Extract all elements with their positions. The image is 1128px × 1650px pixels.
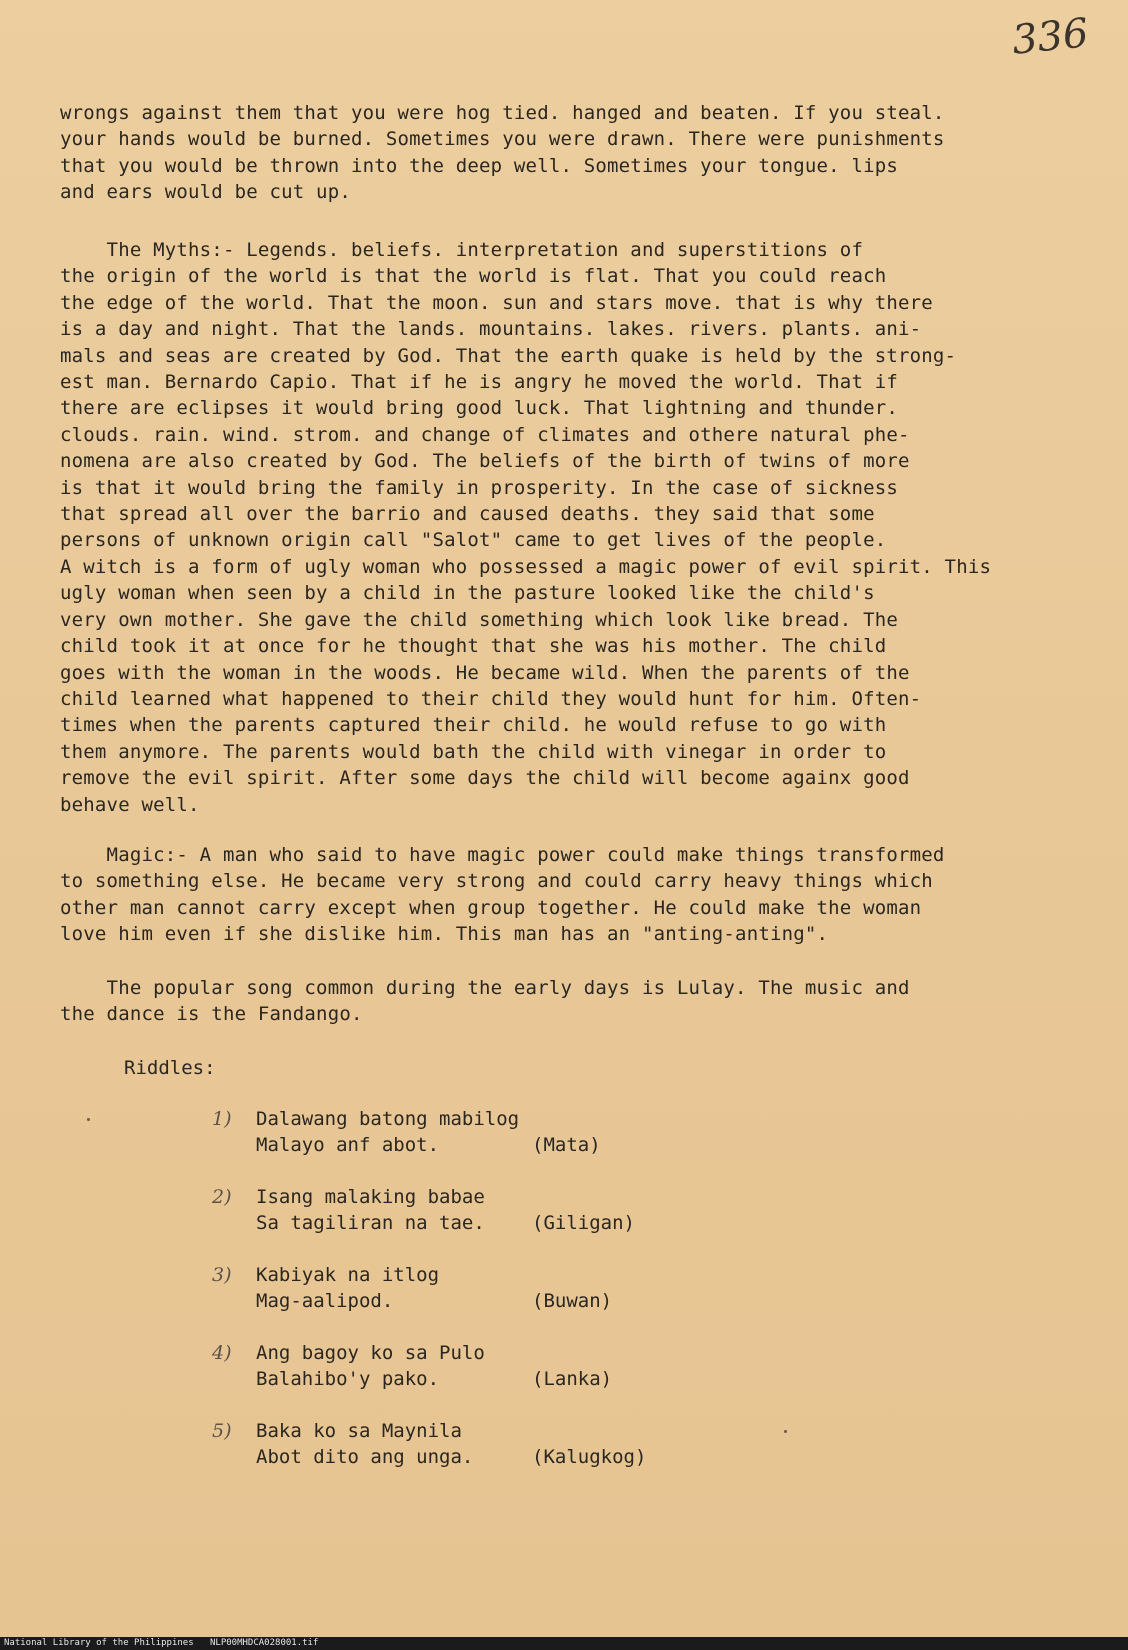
riddle-answer: (Mata): [532, 1134, 601, 1156]
riddle-answer: (Lanka): [532, 1368, 613, 1390]
riddle-line-1: Dalawang batong mabilog: [256, 1108, 520, 1130]
riddle-line-1: Kabiyak na itlog: [256, 1264, 440, 1286]
ink-speck: [784, 1430, 787, 1433]
footer-filename: NLP00MHDCA028001.tif: [210, 1638, 319, 1648]
riddle-line-1: Baka ko sa Maynila: [256, 1420, 462, 1442]
riddle-number: 1): [212, 1108, 232, 1130]
riddles-heading: Riddles:: [124, 1057, 216, 1079]
ink-speck: [87, 1118, 90, 1121]
paragraph-magic: Magic:- A man who said to have magic power could make things transformed to something else. He became very strong and could carry heavy things which other man cannot carry except when group together. He could make the woman love him even if she dislike him. This man has an "anting-anting".: [60, 844, 945, 946]
riddle-answer: (Kalugkog): [532, 1446, 647, 1468]
scan-footer-bar: [0, 1637, 1128, 1650]
riddle-answer: (Buwan): [532, 1290, 613, 1312]
riddle-line-2: Balahibo'y pako.: [256, 1368, 440, 1390]
riddle-number: 4): [212, 1342, 232, 1364]
riddle-line-2: Malayo anf abot.: [256, 1134, 440, 1156]
riddle-line-2: Mag-aalipod.: [256, 1290, 394, 1312]
riddle-number: 2): [212, 1186, 232, 1208]
paragraph-punishments: wrongs against them that you were hog tied. hanged and beaten. If you steal. your hands would be burned. Sometimes you were drawn. There were punishments that you would be thrown into the deep well. Sometimes your tongue. lips and ears would be cut up.: [60, 102, 945, 204]
paragraph-myths: The Myths:- Legends. beliefs. interpretation and superstitions of the origin of the world is that the world is flat. That you could reach the edge of the world. That the moon. sun and stars move. that is why there is a day and night. That the lands. mountains. lakes. rivers. plants. ani- mals and seas are created by God. That the earth quake is held by the strong- est man. Bernardo Capio. That if he is angry he moved the world. That if there are eclipses it would bring good luck. That lightning and thunder. clouds. rain. wind. strom. and change of climates and othere natural phe- nomena are also created by God. The beliefs of the birth of twins of more is that it would bring the family in prosperity. In the case of sickness that spread all over the barrio and caused deaths. they said that some persons of unknown origin call "Salot" came to get lives of the people. A witch is a form of ugly woman who possessed a magic power of evil spirit. This ugly woman when seen by a child in the pasture looked like the child's very own mother. She gave the child something which look like bread. The child took it at once for he thought that she was his mother. The child goes with the woman in the woods. He became wild. When the parents of the child learned what happened to their child they would hunt for him. Often- times when the parents captured their child. he would refuse to go with them anymore. The parents would bath the child with vinegar in order to remove the evil spirit. After some days the child will become againx good behave well.: [60, 239, 992, 816]
riddle-line-2: Abot dito ang unga.: [256, 1446, 474, 1468]
riddle-line-1: Ang bagoy ko sa Pulo: [256, 1342, 485, 1364]
paragraph-popular-song: The popular song common during the early days is Lulay. The music and the dance is the Fandango.: [60, 977, 910, 1026]
footer-source-label: National Library of the Philippines: [4, 1638, 194, 1648]
riddle-answer: (Giligan): [532, 1212, 635, 1234]
riddle-number: 5): [212, 1420, 232, 1442]
page-number: 336: [1009, 10, 1091, 64]
riddle-line-2: Sa tagiliran na tae.: [256, 1212, 485, 1234]
riddle-line-1: Isang malaking babae: [256, 1186, 485, 1208]
riddle-number: 3): [212, 1264, 232, 1286]
